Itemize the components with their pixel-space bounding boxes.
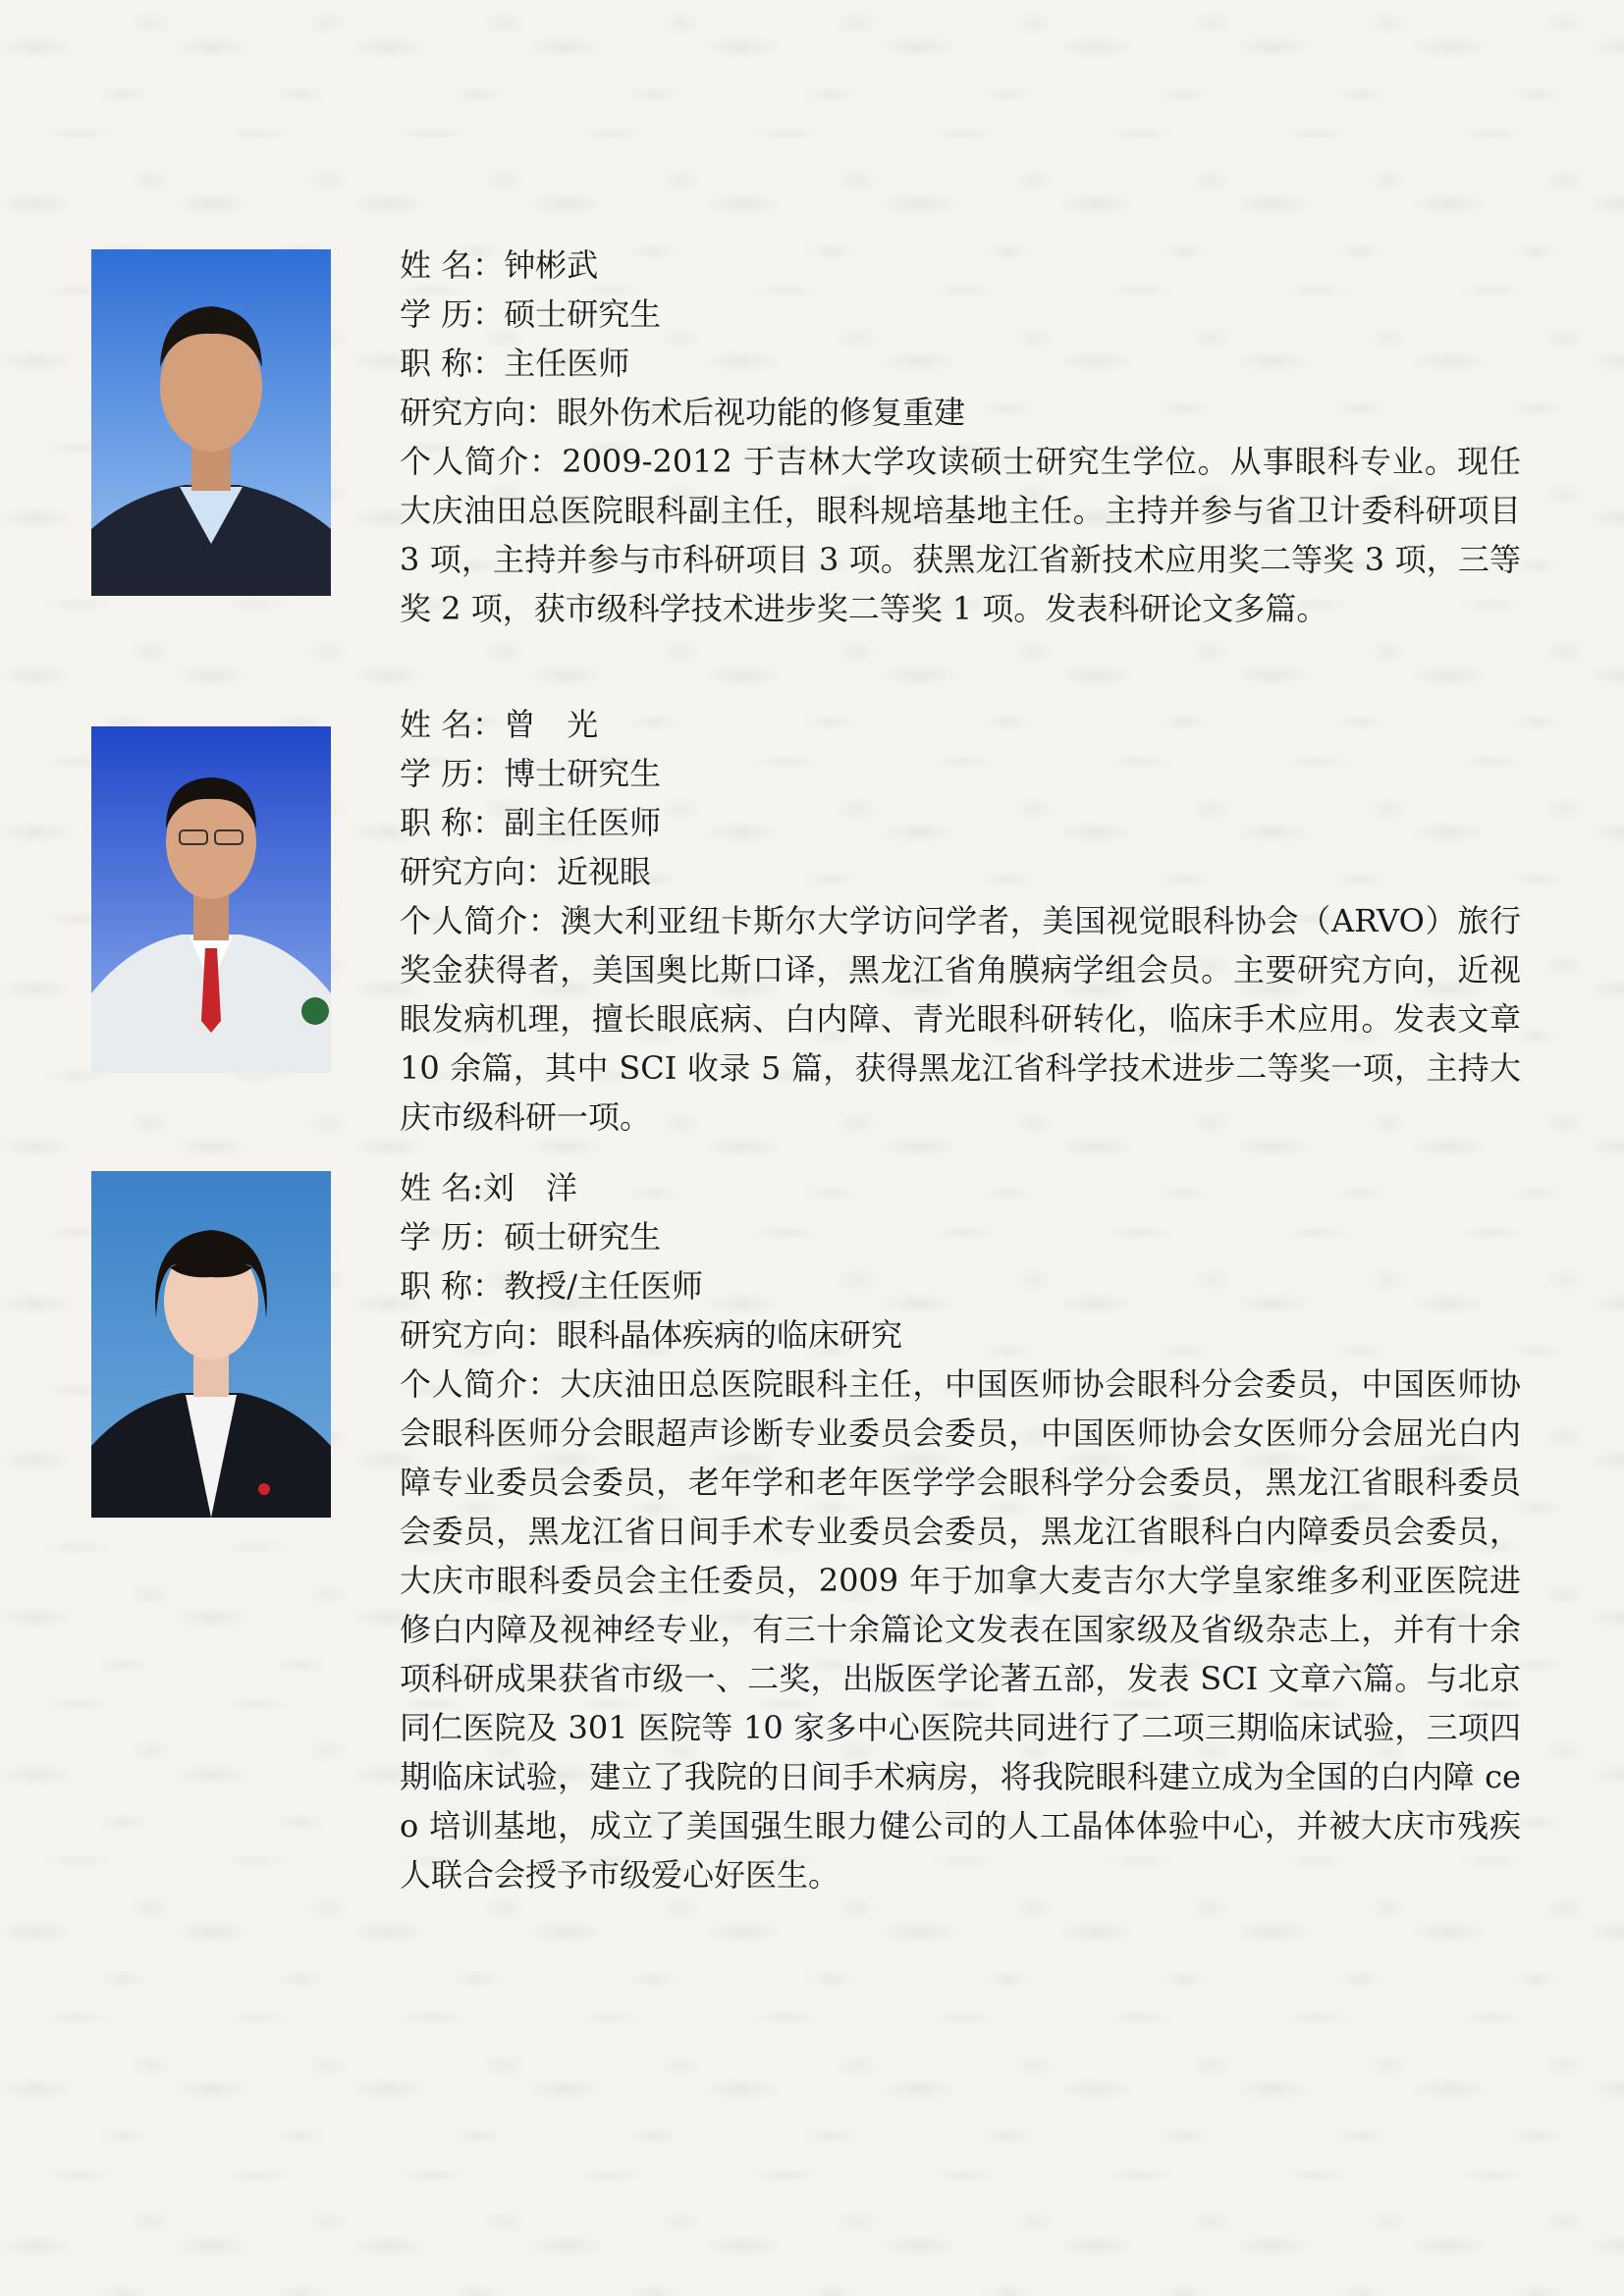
bio-label: 个人简介： — [400, 443, 563, 480]
doctor-photo-3 — [91, 1171, 331, 1518]
portrait-image-3 — [91, 1171, 331, 1518]
name-row — [400, 700, 1521, 749]
research-value: 近视眼 — [557, 853, 652, 890]
education-label: 学 历： — [400, 1218, 505, 1255]
title-label: 职 称： — [400, 345, 505, 382]
research-row — [400, 388, 1521, 437]
portrait-image-1 — [91, 249, 331, 596]
title-row — [400, 798, 1521, 847]
education-row — [400, 290, 1521, 339]
research-label: 研究方向： — [400, 853, 558, 890]
research-value: 眼科晶体疾病的临床研究 — [557, 1316, 903, 1354]
bio-label: 个人简介： — [400, 1365, 561, 1403]
doctor-name: 刘 洋 — [482, 1169, 577, 1206]
research-row — [400, 847, 1521, 896]
research-row — [400, 1310, 1521, 1360]
bio-paragraph — [400, 437, 1521, 633]
bio-label: 个人简介： — [400, 902, 561, 939]
bio-text: 2009-2012 于吉林大学攻读硕士研究生学位。从事眼科专业。现任大庆油田总医院眼科副主任，眼科规培基地主任。主持并参与省卫计委科研项目 3 项，主持并参与市科研项目 3 项。获黑龙江省新技术应用奖二等奖 3 项，三等奖 2 项，获市级科学技术进步奖二等奖 1 项。发表科研论文多篇。 — [400, 443, 1521, 627]
education-value: 硕士研究生 — [504, 1218, 662, 1255]
education-value: 硕士研究生 — [504, 295, 662, 333]
title-value: 副主任医师 — [504, 804, 662, 841]
name-row — [400, 240, 1521, 290]
title-label: 职 称： — [400, 1267, 505, 1305]
name-row — [400, 1163, 1521, 1212]
name-label: 姓 名： — [400, 706, 505, 743]
research-value: 眼外伤术后视功能的修复重建 — [557, 394, 966, 431]
research-label: 研究方向： — [400, 1316, 558, 1354]
name-label: 姓 名： — [400, 246, 505, 284]
bio-text: 澳大利亚纽卡斯尔大学访问学者，美国视觉眼科协会（ARVO）旅行奖金获得者，美国奥比斯口译，黑龙江省角膜病学组会员。主要研究方向，近视眼发病机理，擅长眼底病、白内障、青光眼科研转化，临床手术应用。发表文章 10 余篇，其中 SCI 收录 5 篇，获得黑龙江省科学技术进步二等奖一项，主持大庆市级科研一项。 — [400, 902, 1521, 1136]
portrait-image-2 — [91, 726, 331, 1073]
education-row — [400, 1212, 1521, 1261]
education-value: 博士研究生 — [504, 755, 662, 792]
title-row — [400, 339, 1521, 388]
bio-paragraph — [400, 896, 1521, 1142]
education-label: 学 历： — [400, 755, 505, 792]
doctor-photo-1 — [91, 249, 331, 596]
research-label: 研究方向： — [400, 394, 558, 431]
title-row — [400, 1261, 1521, 1310]
doctor-name: 曾 光 — [504, 706, 599, 743]
title-label: 职 称： — [400, 804, 505, 841]
doctor-photo-2 — [91, 726, 331, 1073]
name-label: 姓 名: — [400, 1169, 483, 1206]
education-row — [400, 749, 1521, 798]
doctor-name: 钟彬武 — [504, 246, 599, 284]
title-value: 教授/主任医师 — [504, 1267, 703, 1305]
education-label: 学 历： — [400, 295, 505, 333]
bio-paragraph — [400, 1360, 1521, 1899]
title-value: 主任医师 — [504, 345, 630, 382]
bio-text: 大庆油田总医院眼科主任，中国医师协会眼科分会委员，中国医师协会眼科医师分会眼超声诊断专业委员会委员，中国医师协会女医师分会屈光白内障专业委员会委员，老年学和老年医学学会眼科学分会委员，黑龙江省眼科委员会委员，黑龙江省日间手术专业委员会委员，黑龙江省眼科白内障委员会委员，大庆市眼科委员会主任委员，2009 年于加拿大麦吉尔大学皇家维多利亚医院进修白内障及视神经专业，有三十余篇论文发表在国家级及省级杂志上，并有十余项科研成果获省市级一、二奖，出版医学论著五部，发表 SCI 文章六篇。与北京同仁医院及 301 医院等 10 家多中心医院共同进行了二项三期临床试验，三项四期临床试验，建立了我院的日间手术病房，将我院眼科建立成为全国的白内障 ceo 培训基地，成立了美国强生眼力健公司的人工晶体体验中心，并被大庆市残疾人联合会授予市级爱心好医生。 — [400, 1365, 1521, 1894]
